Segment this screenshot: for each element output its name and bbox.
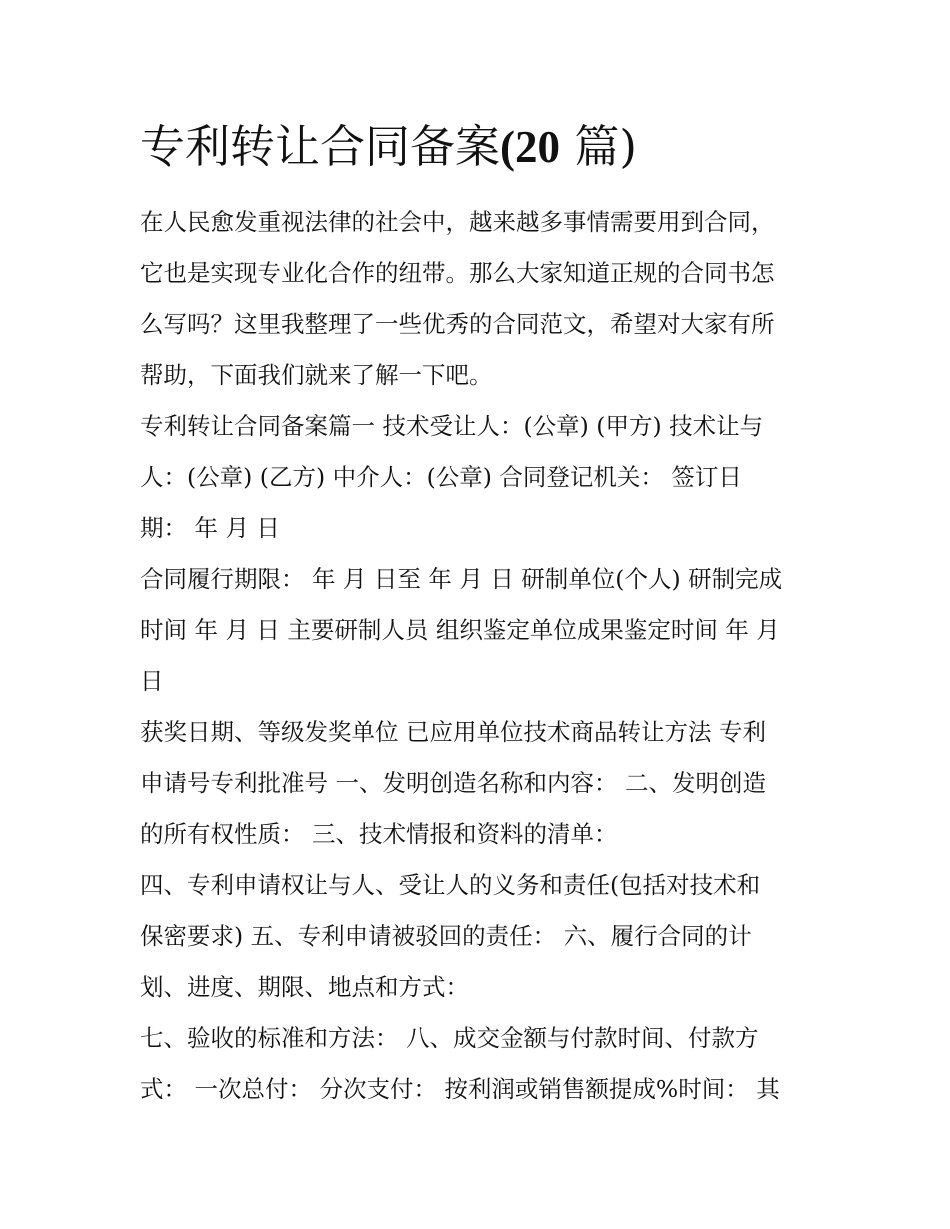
document-title — [140, 112, 840, 182]
body-line: 获奖日期、等级发奖单位 已应用单位技术商品转让方法 专利 — [140, 718, 766, 746]
body-line: 保密要求) 五、专利申请被驳回的责任： 六、履行合同的计 — [140, 922, 752, 950]
body-line: 时间 年 月 日 主要研制人员 组织鉴定单位成果鉴定时间 年 月 — [140, 616, 780, 644]
body-line: 划、进度、期限、地点和方式： — [140, 973, 469, 1001]
body-line: 合同履行期限： 年 月 日至 年 月 日 研制单位(个人) 研制完成 — [140, 565, 783, 593]
body-line: 式： 一次总付： 分次支付： 按利润或销售额提成%时间： 其 — [140, 1075, 780, 1103]
body-line: 它也是实现专业化合作的纽带。那么大家知道正规的合同书怎 — [140, 259, 775, 287]
title-suffix: 篇) — [560, 120, 637, 173]
document-body — [140, 197, 820, 1115]
title-number: (20 — [500, 122, 561, 172]
body-line: 人：(公章) (乙方) 中介人：(公章) 合同登记机关： 签订日 — [140, 463, 742, 491]
body-line: 期： 年 月 日 — [140, 514, 280, 542]
body-line: 申请号专利批准号 一、发明创造名称和内容： 二、发明创造 — [140, 769, 766, 797]
body-line: 七、验收的标准和方法： 八、成交金额与付款时间、付款方 — [140, 1024, 759, 1052]
body-line: 专利转让合同备案篇一 技术受让人：(公章) (甲方) 技术让与 — [140, 412, 764, 440]
body-line: 四、专利申请权让与人、受让人的义务和责任(包括对技术和 — [140, 871, 761, 899]
body-line: 的所有权性质： 三、技术情报和资料的清单： — [140, 820, 618, 848]
body-line: 日 — [140, 667, 164, 695]
body-line: 帮助，下面我们就来了解一下吧。 — [140, 361, 493, 389]
title-main-text: 专利转让合同备案 — [140, 120, 501, 173]
body-line: 么写吗？这里我整理了一些优秀的合同范文，希望对大家有所 — [140, 310, 775, 338]
body-line: 在人民愈发重视法律的社会中，越来越多事情需要用到合同， — [140, 208, 775, 236]
